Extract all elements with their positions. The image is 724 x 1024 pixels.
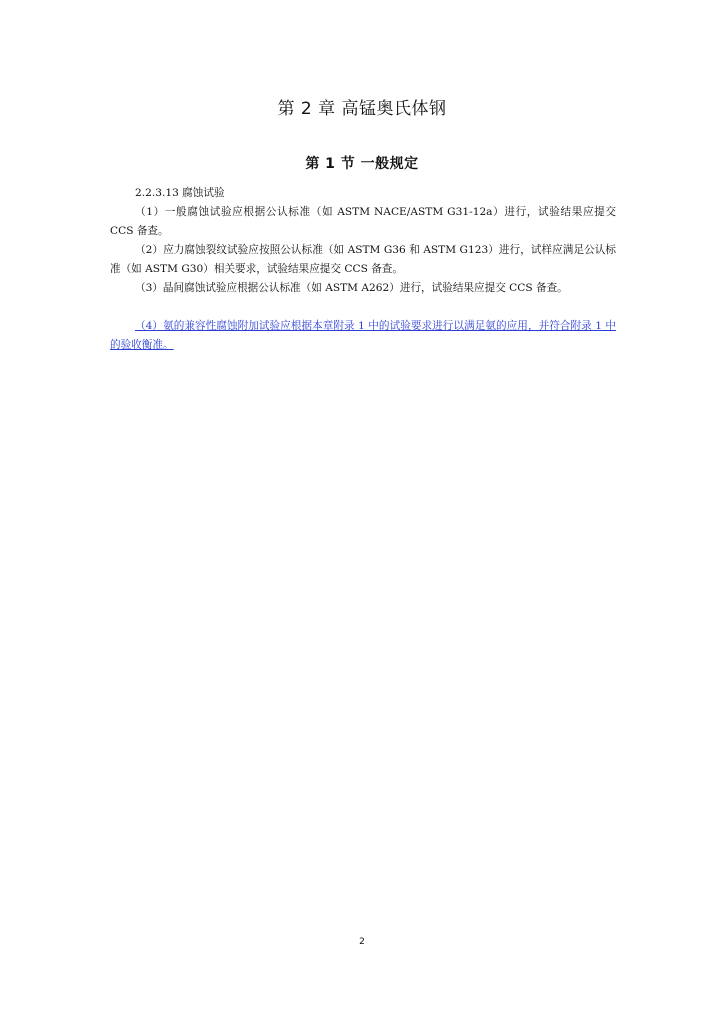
paragraph-stress-corrosion: （2）应力腐蚀裂纹试验应按照公认标准（如 ASTM G36 和 ASTM G123）进行，试样应满足公认标准（如 ASTM G30）相关要求，试验结果应提交 CCS 备查。 bbox=[110, 244, 616, 275]
chapter-title: 第 2 章 高锰奥氏体钢 bbox=[277, 99, 447, 119]
paragraph-general-corrosion: （1）一般腐蚀试验应根据公认标准（如 ASTM NACE/ASTM G31-12a）进行，试验结果应提交 CCS 备查。 bbox=[110, 206, 616, 237]
section-title: 第 1 节 一般规定 bbox=[305, 156, 419, 172]
paragraph-ammonia-compatibility-revision: （4）氨的兼容性腐蚀附加试验应根据本章附录 1 中的试验要求进行以满足氨的应用，并符合附录 1 中的验收衡准。 bbox=[110, 320, 616, 351]
clause-heading: 2.2.3.13 腐蚀试验 bbox=[135, 187, 225, 199]
paragraph-intergranular-corrosion: （3）晶间腐蚀试验应根据公认标准（如 ASTM A262）进行，试验结果应提交 CCS 备查。 bbox=[135, 282, 568, 294]
page-number: 2 bbox=[359, 937, 365, 947]
